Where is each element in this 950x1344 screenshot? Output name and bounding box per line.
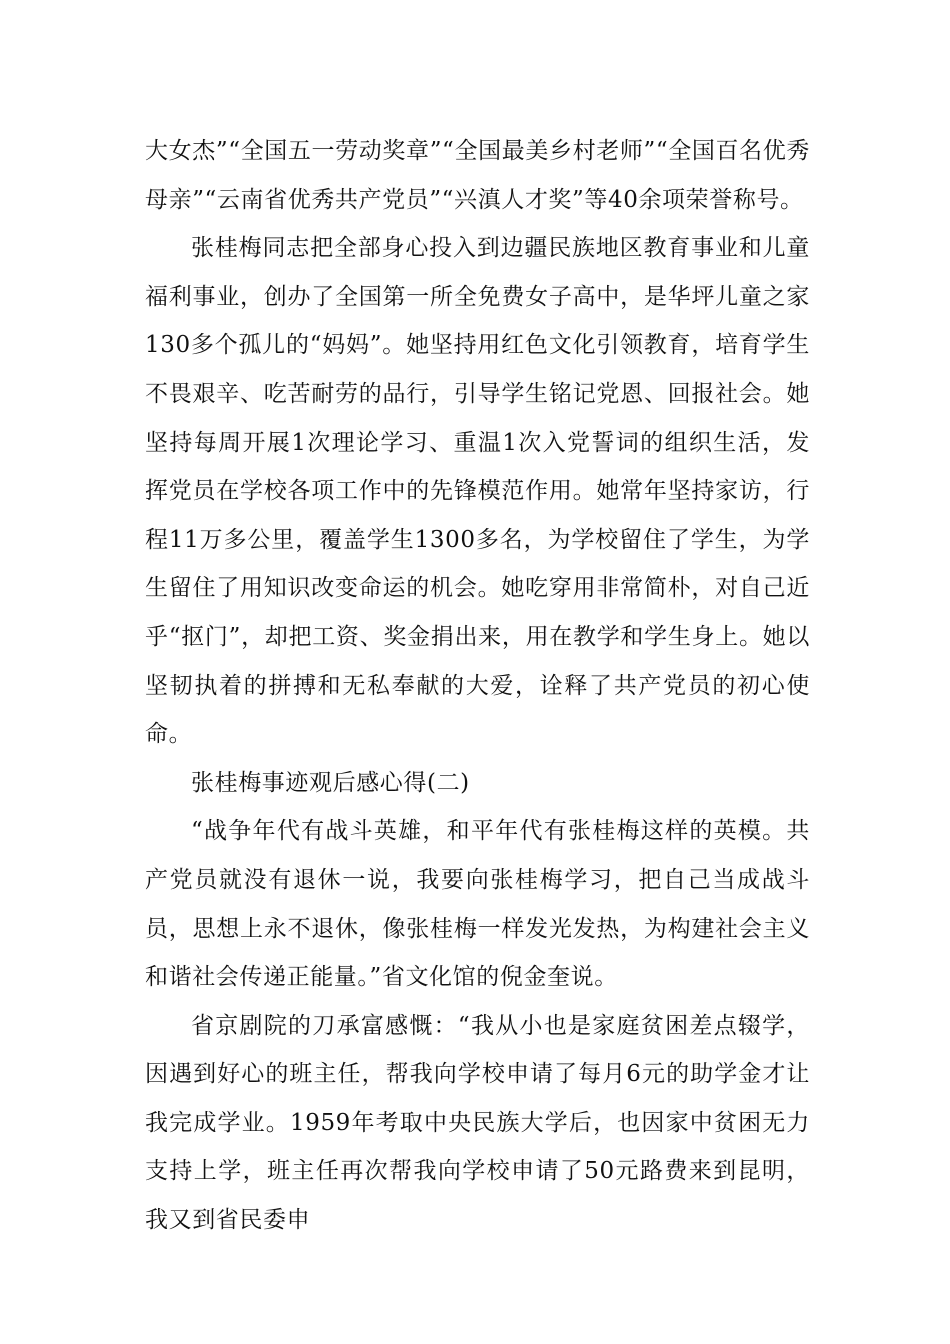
section-heading: 张桂梅事迹观后感心得(二) [191,769,470,796]
paragraph-dao: 省京剧院的刀承富感慨：“我从小也是家庭贫困差点辍学，因遇到好心的班主任，帮我向学校申请了每月6元的助学金才让我完成学业。1959年考取中央民族大学后，也因家中贫困无力支持上学，班主任再次帮我向学校申请了50元路费来到昆明，我又到省民委申 [145,1012,810,1234]
paragraph-honors: 大女杰”“全国五一劳动奖章”“全国最美乡村老师”“全国百名优秀母亲”“云南省优秀共产党员”“兴滇人才奖”等40余项荣誉称号。 [145,138,810,213]
paragraph-quote: “战争年代有战斗英雄，和平年代有张桂梅这样的英模。共产党员就没有退休一说，我要向张桂梅学习，把自己当成战斗员，思想上永不退休，像张桂梅一样发光发热，为构建社会主义和谐社会传递正能量。”省文化馆的倪金奎说。 [145,818,810,991]
document-body [145,127,810,1245]
paragraph-deeds: 张桂梅同志把全部身心投入到边疆民族地区教育事业和儿童福利事业，创办了全国第一所全免费女子高中，是华坪儿童之家130多个孤儿的“妈妈”。她坚持用红色文化引领教育，培育学生不畏艰辛、吃苦耐劳的品行，引导学生铭记党恩、回报社会。她坚持每周开展1次理论学习、重温1次入党誓词的组织生活，发挥党员在学校各项工作中的先锋模范作用。她常年坚持家访，行程11万多公里，覆盖学生1300多名，为学校留住了学生，为学生留住了用知识改变命运的机会。她吃穿用非常简朴，对自己近乎“抠门”，却把工资、奖金捐出来，用在教学和学生身上。她以坚韧执着的拼搏和无私奉献的大爱，诠释了共产党员的初心使命。 [145,235,810,748]
